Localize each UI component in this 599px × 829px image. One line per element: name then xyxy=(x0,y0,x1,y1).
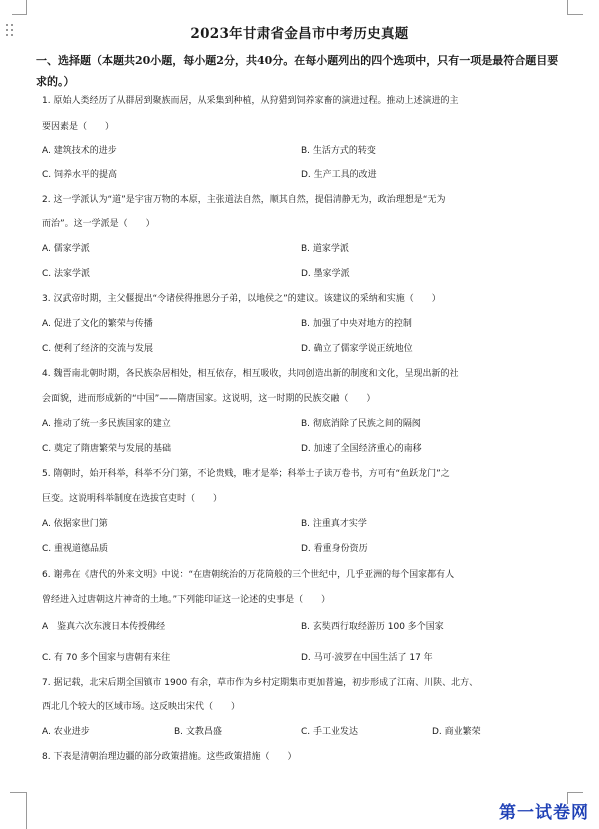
question-stem-line: 巨变。这说明科举制度在选拔官吏时（ ） xyxy=(42,494,223,504)
option-b: B. 道家学派 xyxy=(301,244,349,254)
question-stem-line: 要因素是（ ） xyxy=(42,122,115,132)
option-d: D. 商业繁荣 xyxy=(432,727,481,737)
question-stem-line: 4. 魏晋南北朝时期，各民族杂居相处，相互依存，相互吸收，共同创造出新的制度和文化，呈现出新的社 xyxy=(42,369,459,379)
question-stem-line: 6. 谢弗在《唐代的外来文明》中说：“在唐朝统治的万花筒般的三个世纪中，几乎亚洲的每个国家都有人 xyxy=(42,570,455,580)
option-d: D. 马可·波罗在中国生活了 17 年 xyxy=(301,653,433,663)
option-d: D. 生产工具的改进 xyxy=(301,170,377,180)
question-stem-line: 2. 这一学派认为“道”是宇宙万物的本原，主张道法自然，顺其自然，提倡清静无为，政治理想是“无为 xyxy=(42,195,446,205)
option-a: A 鉴真六次东渡日本传授佛经 xyxy=(42,622,166,632)
option-c: C. 奠定了隋唐繁荣与发展的基础 xyxy=(42,444,172,454)
option-c: C. 便利了经济的交流与发展 xyxy=(42,344,154,354)
option-c: C. 饲养水平的提高 xyxy=(42,170,118,180)
option-d: D. 看重身份资历 xyxy=(301,544,368,554)
question-stem-line: 会面貌，进而形成新的“中国”——隋唐国家。这说明，这一时期的民族交融（ ） xyxy=(42,394,376,404)
option-c: C. 法家学派 xyxy=(42,269,91,279)
option-a: A. 推动了统一多民族国家的建立 xyxy=(42,419,171,429)
option-b: B. 文教昌盛 xyxy=(174,727,222,737)
question-stem-line: 3. 汉武帝时期，主父偃提出“令诸侯得推恩分子弟，以地侯之”的建议。该建议的采纳和实施（ ） xyxy=(42,294,441,304)
question-stem-line: 1. 原始人类经历了从群居到聚族而居，从采集到种植，从狩猎到饲养家畜的演进过程。推动上述演进的主 xyxy=(42,96,459,106)
option-a: A. 农业进步 xyxy=(42,727,90,737)
option-a: A. 依据家世门第 xyxy=(42,519,108,529)
option-a: A. 促进了文化的繁荣与传播 xyxy=(42,319,153,329)
option-b: B. 加强了中央对地方的控制 xyxy=(301,319,412,329)
option-b: B. 玄奘西行取经游历 100 多个国家 xyxy=(301,622,444,632)
option-d: D. 墨家学派 xyxy=(301,269,350,279)
option-c: C. 手工业发达 xyxy=(301,727,359,737)
section-header: 一、选择题（本题共20小题，每小题2分，共40分。在每小题列出的四个选项中，只有一项是最符合题目要求的。） xyxy=(36,54,559,88)
option-b: B. 注重真才实学 xyxy=(301,519,367,529)
option-c: C. 有 70 多个国家与唐朝有来往 xyxy=(42,653,171,663)
option-d: D. 确立了儒家学说正统地位 xyxy=(301,344,413,354)
question-stem-line: 西北几个较大的区域市场。这反映出宋代（ ） xyxy=(42,702,241,712)
option-a: A. 建筑技术的进步 xyxy=(42,146,117,156)
question-stem-line: 7. 据记载，北宋后期全国镇市 1900 有余，草市作为乡村定期集市更加普遍，初步形成了江南、川陕、北方、 xyxy=(42,678,479,688)
option-c: C. 重视道德品质 xyxy=(42,544,109,554)
option-d: D. 加速了全国经济重心的南移 xyxy=(301,444,422,454)
question-stem-line: 而治”。这一学派是（ ） xyxy=(42,219,155,229)
question-stem-line: 曾经进入过唐朝这片神奇的土地。”下列能印证这一论述的史事是（ ） xyxy=(42,595,331,605)
question-stem-line: 8. 下表是清朝治理边疆的部分政策措施。这些政策措施（ ） xyxy=(42,752,297,762)
option-b: B. 生活方式的转变 xyxy=(301,146,376,156)
page-title: 2023年甘肃省金昌市中考历史真题 xyxy=(190,26,409,42)
site-watermark: 第一试卷网 xyxy=(499,803,589,823)
option-b: B. 彻底消除了民族之间的隔阂 xyxy=(301,419,421,429)
question-stem-line: 5. 隋朝时，始开科举，科举不分门第，不论贵贱，唯才是举；科举士子读万卷书，方可有“鱼跃龙门”之 xyxy=(42,469,450,479)
option-a: A. 儒家学派 xyxy=(42,244,90,254)
